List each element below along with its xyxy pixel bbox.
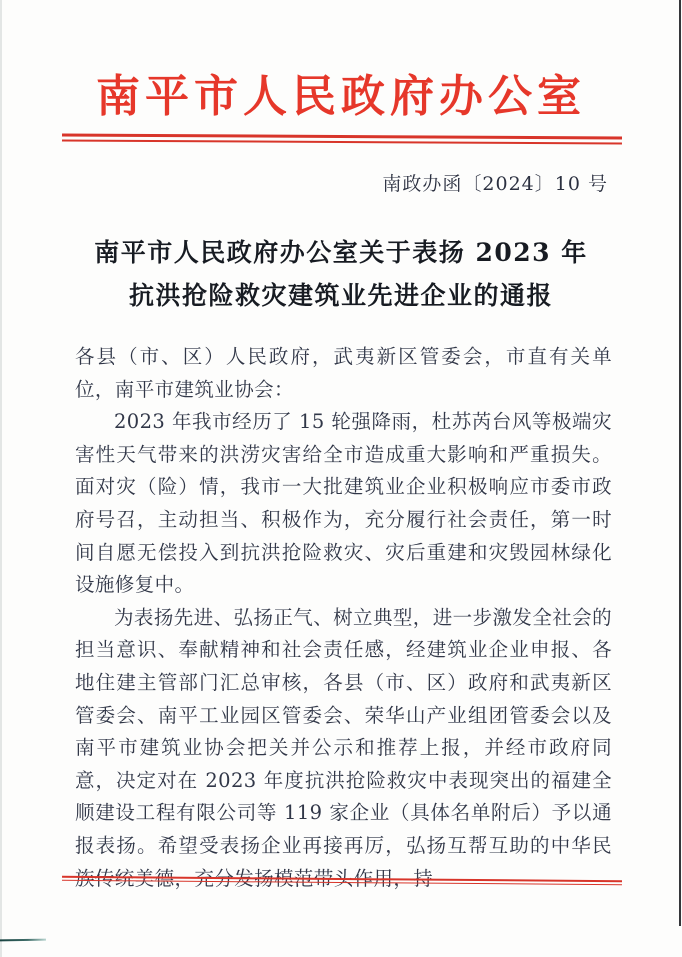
agency-letterhead: 南平市人民政府办公室 <box>96 71 586 122</box>
body-paragraph: 为表扬先进、弘扬正气、树立典型，进一步激发全社会的担当意识、奉献精神和社会责任感，经建筑业企业申报、各地住建主管部门汇总审核，各县（市、区）政府和武夷新区管委会、南平工业园区管委会、荣华山产业组团管委会以及南平市建筑业协会把关并公示和推荐上报，并经市政府同意，决定对在 2023 年度抗洪抢险救灾中表现突出的福建全顺建设工程有限公司等 119 家企业（具体名单附后）予以通报表扬。希望受表扬企业再接再厉，弘扬互帮互助的中华民族传统美德，充分发扬模范带头作用，持 <box>75 605 612 890</box>
salutation-line: 各县（市、区）人民政府，武夷新区管委会，市直有关单位，南平市建筑业协会： <box>75 345 612 401</box>
scan-edge-artifact-bottom <box>0 939 46 942</box>
scan-edge-artifact-left <box>0 0 2 957</box>
document-number: 南政办函〔2024〕10 号 <box>382 173 608 195</box>
body-paragraph: 2023 年我市经历了 15 轮强降雨，杜苏芮台风等极端灾害性天气带来的洪涝灾害给全市造成重大影响和严重损失。面对灾（险）情，我市一大批建筑业企业积极响应市委市政府号召，主动担当、积极作为，充分履行社会责任，第一时间自愿无偿投入到抗洪抢险救灾、灾后重建和灾毁园林绿化设施修复中。 <box>75 410 612 597</box>
scan-edge-artifact-right <box>679 0 681 926</box>
document-title <box>40 231 642 317</box>
document-title-line2: 抗洪抢险救灾建筑业先进企业的通报 <box>128 281 553 310</box>
document-body <box>75 341 612 895</box>
letterhead-divider-line <box>62 134 622 145</box>
document-title-line1: 南平市人民政府办公室关于表扬 2023 年 <box>94 238 588 267</box>
